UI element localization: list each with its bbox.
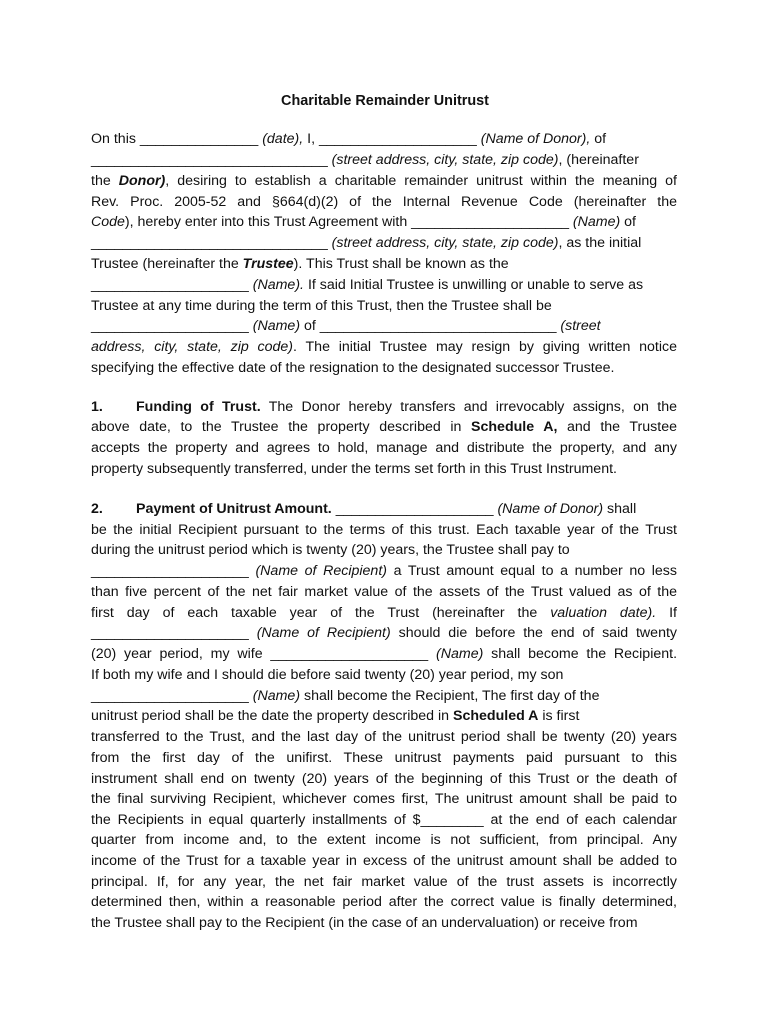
text-run: transferred to the Trust, and the last day of the unitrust period shall be twenty (20) years [91,729,677,745]
document-title: Charitable Remainder Unitrust [281,93,489,109]
document-line [91,666,563,684]
document-line [91,338,677,356]
document-line [91,500,636,518]
text-run: (Name) [252,318,301,334]
text-run: The Donor hereby transfers and irrevocably assigns, on the [260,399,677,415]
text-run: On this _______________ [91,131,263,147]
document-line [91,770,677,788]
text-run: Trustee (hereinafter the [91,256,243,272]
text-run: from the first day of the unifirst. These unitrust payments paid pursuant to this [91,750,677,766]
text-run: (Name). [252,277,304,293]
section-number: 1. [91,399,103,415]
text-run: first day of each taxable year of the Trust (hereinafter the [91,605,551,621]
document-line [91,831,677,849]
text-run: If [656,605,677,621]
text-run: (street [560,318,601,334]
text-run: (Name of Recipient) [255,563,387,579]
text-run: (Name) [436,646,484,662]
text-run: Code [91,214,125,230]
document-line [91,749,677,767]
text-run: shall become the Recipient. [483,646,678,662]
text-run: ____________________ [91,688,253,704]
text-run: determined then, within a reasonable period after the correct value is finally determined, [91,894,677,910]
text-run: during the unitrust period which is twenty (20) years, the Trustee shall pay to [91,542,570,558]
text-run: Rev. Proc. 2005-52 and §664(d)(2) of the Internal Revenue Code (hereinafter the [91,194,677,210]
text-run: the final surviving Recipient, whichever comes first, The unitrust amount shall be paid to [91,791,677,807]
text-run: and the Trustee [557,419,677,435]
text-run: principal. If, for any year, the net fair market value of the trust assets is incorrectly [91,874,677,890]
text-run: ), hereby enter into this Trust Agreement with ____________________ [124,214,573,230]
text-run: ____________________ [331,501,498,517]
document-line [91,130,606,148]
text-run: , as the initial [558,235,642,251]
text-run: of ______________________________ [300,318,561,334]
text-run: Donor) [118,173,166,189]
text-run: shall become the Recipient, The first day of the [300,688,600,704]
text-run: Trustee at any time during the term of this Trust, then the Trustee shall be [91,298,552,314]
document-line [91,172,677,190]
text-run: Payment of Unitrust Amount. [136,501,332,517]
text-run: is first [538,708,580,724]
text-run: property subsequently transferred, under the terms set forth in this Trust Instrument. [91,461,617,477]
text-run: I, ____________________ [307,131,481,147]
text-run: If both my wife and I should die before said twenty (20) year period, my son [91,667,564,683]
text-run: . The initial Trustee may resign by giving written notice [293,339,677,355]
text-run: (Name) [252,688,301,704]
document-line [91,687,599,705]
text-run: unitrust period shall be the date the property described in [91,708,454,724]
text-run: of [620,214,636,230]
text-run: than five percent of the net fair market value of the assets of the Trust valued as of the [91,584,677,600]
document-line [91,604,677,622]
text-run: (Name of Donor) [497,501,604,517]
text-run: (Name) [572,214,621,230]
section-number: 2. [91,501,103,517]
document-line [91,213,636,231]
text-run: (date), [262,131,308,147]
document-line [91,790,677,808]
document-line [91,541,570,559]
document-line [91,234,641,252]
text-run: Trustee [242,256,294,272]
document-line [91,707,579,725]
document-line [91,852,677,870]
text-run: the Recipients in equal quarterly installments of $________ at the end of each calendar [91,812,677,828]
document-line [91,193,677,211]
document-line [91,255,509,273]
document-line [91,562,677,580]
text-run: the Trustee shall pay to the Recipient (in the case of an undervaluation) or receive from [91,915,638,931]
text-run: income of the Trust for a taxable year in excess of the unitrust amount shall be added to [91,853,677,869]
text-run: Schedule A, [471,419,558,435]
text-run: (Name of Recipient) [256,625,391,641]
text-run: be the initial Recipient pursuant to the terms of this trust. Each taxable year of the Trust [91,522,677,538]
text-run: valuation date). [550,605,657,621]
document-line [91,728,677,746]
document-line [91,151,639,169]
text-run: a Trust amount equal to a number no less [387,563,677,579]
text-run: (street address, city, state, zip code) [331,152,559,168]
text-run: Scheduled A [453,708,539,724]
document-line [91,583,677,601]
text-run: (street address, city, state, zip code) [331,235,559,251]
text-run: (20) year period, my wife ____________________ [91,646,437,662]
document-line [91,811,677,829]
text-run: , (hereinafter [558,152,639,168]
text-run: ____________________ [91,625,257,641]
document-line [91,297,552,315]
document-line [91,359,614,377]
text-run: ______________________________ [91,152,332,168]
text-run: should die before the end of said twenty [390,625,677,641]
document-line [91,317,601,335]
document-line [91,460,617,478]
text-run: (Name of Donor), [480,131,595,147]
text-run: quarter from income and, to the extent income is not sufficient, from principal. Any [91,832,677,848]
document-line [91,624,677,642]
text-run: ____________________ [91,563,256,579]
document-line [91,893,677,911]
text-run: accepts the property and agrees to hold, manage and distribute the property, and any [91,440,677,456]
document-line [91,398,677,416]
document-line [91,914,638,932]
document-line [91,521,677,539]
text-run: ____________________ [91,277,253,293]
text-run: If said Initial Trustee is unwilling or unable to serve as [304,277,644,293]
text-run: ____________________ [91,318,253,334]
text-run: the [91,173,119,189]
text-run: Funding of Trust. [136,399,261,415]
document-line [91,276,643,294]
text-run: shall [603,501,637,517]
document-line [91,873,677,891]
text-run: specifying the effective date of the resignation to the designated successor Trustee. [91,360,615,376]
text-run: , desiring to establish a charitable remainder unitrust within the meaning of [165,173,677,189]
text-run: instrument shall end on twenty (20) years of the beginning of this Trust or the death of [91,771,677,787]
text-run: ______________________________ [91,235,332,251]
text-run: above date, to the Trustee the property described in [91,419,472,435]
document-line [91,418,677,436]
text-run: address, city, state, zip code) [91,339,294,355]
text-run: of [594,131,607,147]
document-line [91,439,677,457]
document-line [91,645,677,663]
text-run: ). This Trust shall be known as the [293,256,509,272]
